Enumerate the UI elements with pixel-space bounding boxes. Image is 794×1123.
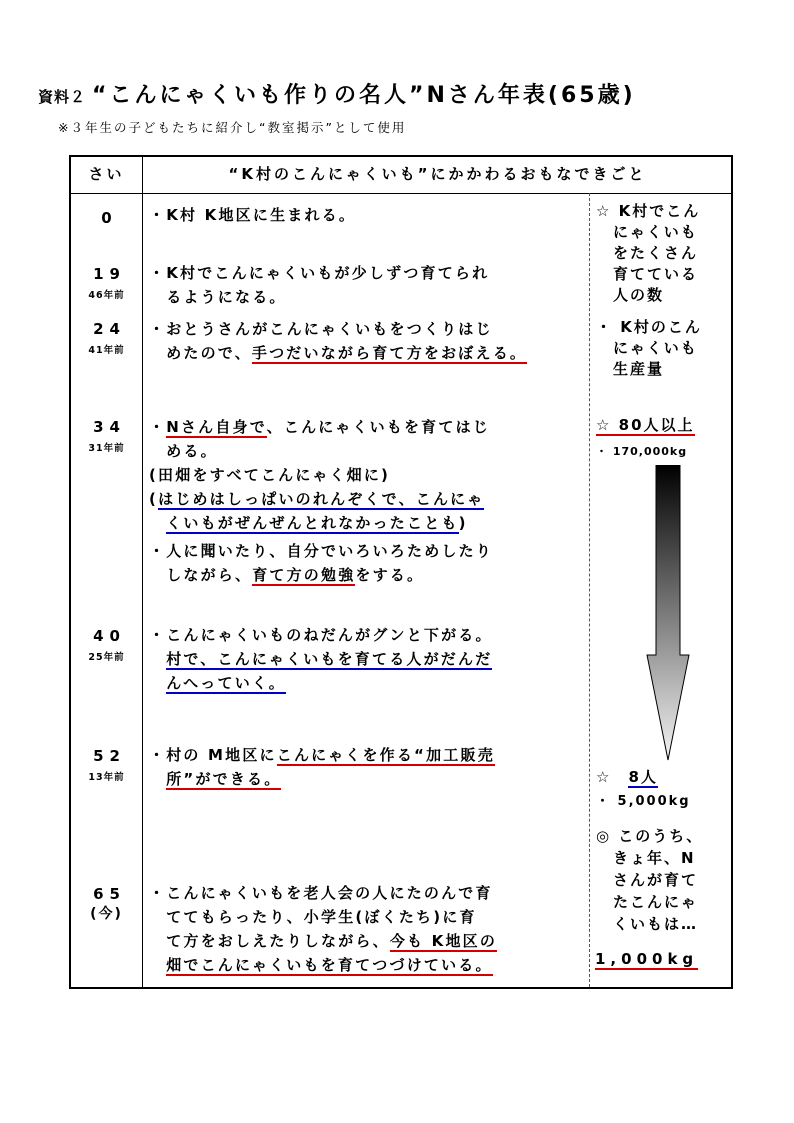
- side-stat-1952: ☆ 8人: [596, 768, 658, 786]
- event-text: ・K村 K地区に生まれる。: [149, 206, 357, 224]
- page-subtitle: ※３年生の子どもたちに紹介し“教室掲示”として使用: [58, 120, 407, 135]
- side-amount-1952: ・ 5,000kg: [596, 794, 691, 809]
- underline-red: 所”ができる。: [166, 770, 282, 788]
- side-production-label: ・ K村のこん にゃくいも 生産量: [596, 318, 702, 378]
- side-column-divider: [589, 193, 590, 987]
- age-cell: 65 (今): [90, 885, 126, 922]
- side-note: ◎ このうち、 きょ年、N さんが育て たこんにゃ くいもは…: [596, 827, 704, 933]
- column-divider: [142, 157, 143, 987]
- side-heading: ☆ K村でこん にゃくいも をたくさん 育てている 人の数: [596, 202, 701, 304]
- underline-red: 1,000kg: [595, 950, 699, 968]
- age-cell: 34 31年前: [88, 418, 126, 454]
- underline-blue: くいもがぜんぜんとれなかったことも: [166, 514, 459, 532]
- age-cell: 52 13年前: [88, 747, 126, 783]
- underline-blue: 村で、こんにゃくいもを育てる人がだんだ: [166, 650, 493, 668]
- document-label: 資料２: [38, 88, 87, 106]
- underline-red: こんにゃくを作る“加工販売: [276, 746, 495, 764]
- side-stat-1934: [596, 415, 732, 436]
- event-text: ・K村でこんにゃくいもが少しずつ育てられ るようになる。: [149, 264, 490, 306]
- age-cell: 19 46年前: [88, 265, 126, 301]
- age-cell: 24 41年前: [88, 320, 126, 356]
- underline-blue: 8人: [628, 768, 658, 786]
- gradient-down-arrow-icon: [646, 465, 690, 761]
- underline-red: Nさん自身で: [166, 418, 267, 436]
- event-text: ・こんにゃくいものねだんがグンと下がる。 村で、こんにゃくいもを育てる人がだんだ んへっていく。: [149, 626, 493, 692]
- side-final-amount: [595, 949, 731, 970]
- page-title: [38, 78, 636, 109]
- event-text: ・Nさん自身で、こんにゃくいもを育てはじ める。 (田畑をすべてこんにゃく畑に) (はじめはしっぱいのれんぞくで、こんにゃ くいもがぜんぜんとれなかったことも): [149, 418, 490, 532]
- timeline-table: [69, 155, 733, 989]
- event-text: ・こんにゃくいもを老人会の人にたのんで育 ててもらったり、小学生(ぼくたち)に育 て方をおしえたりしながら、今も K地区の 畑でこんにゃくいもを育てつづけている。: [149, 884, 498, 974]
- underline-red: 今も K地区の: [389, 932, 498, 950]
- header-events: “K村のこんにゃくいも”にかかわるおもなできごと: [228, 165, 647, 183]
- title-text: “こんにゃくいも作りの名人”Nさん年表(65歳): [92, 83, 636, 108]
- underline-blue: はじめはしっぱいのれんぞくで、こんにゃ: [158, 490, 485, 508]
- underline-red: 手つだいながら育て方をおぼえる。: [251, 344, 528, 362]
- underline-red: ☆ 80人以上: [596, 416, 695, 434]
- age-cell: 40 25年前: [88, 627, 126, 663]
- age-cell: 0: [101, 209, 118, 227]
- underline-blue: んへっていく。: [166, 674, 287, 692]
- underline-red: 畑でこんにゃくいもを育てつづけている。: [166, 956, 493, 974]
- header-divider: [71, 193, 731, 194]
- event-text: ・村の M地区にこんにゃくを作る“加工販売 所”ができる。: [149, 746, 495, 788]
- underline-red: 育て方の勉強: [252, 566, 356, 584]
- side-amount-1934: ・ 170,000kg: [596, 445, 688, 458]
- event-text: ・人に聞いたり、自分でいろいろためしたり しながら、育て方の勉強をする。: [149, 542, 494, 584]
- header-age: さい: [88, 165, 125, 183]
- event-text: ・おとうさんがこんにゃくいもをつくりはじ めたので、手つだいながら育て方をおぼえる。: [149, 320, 528, 362]
